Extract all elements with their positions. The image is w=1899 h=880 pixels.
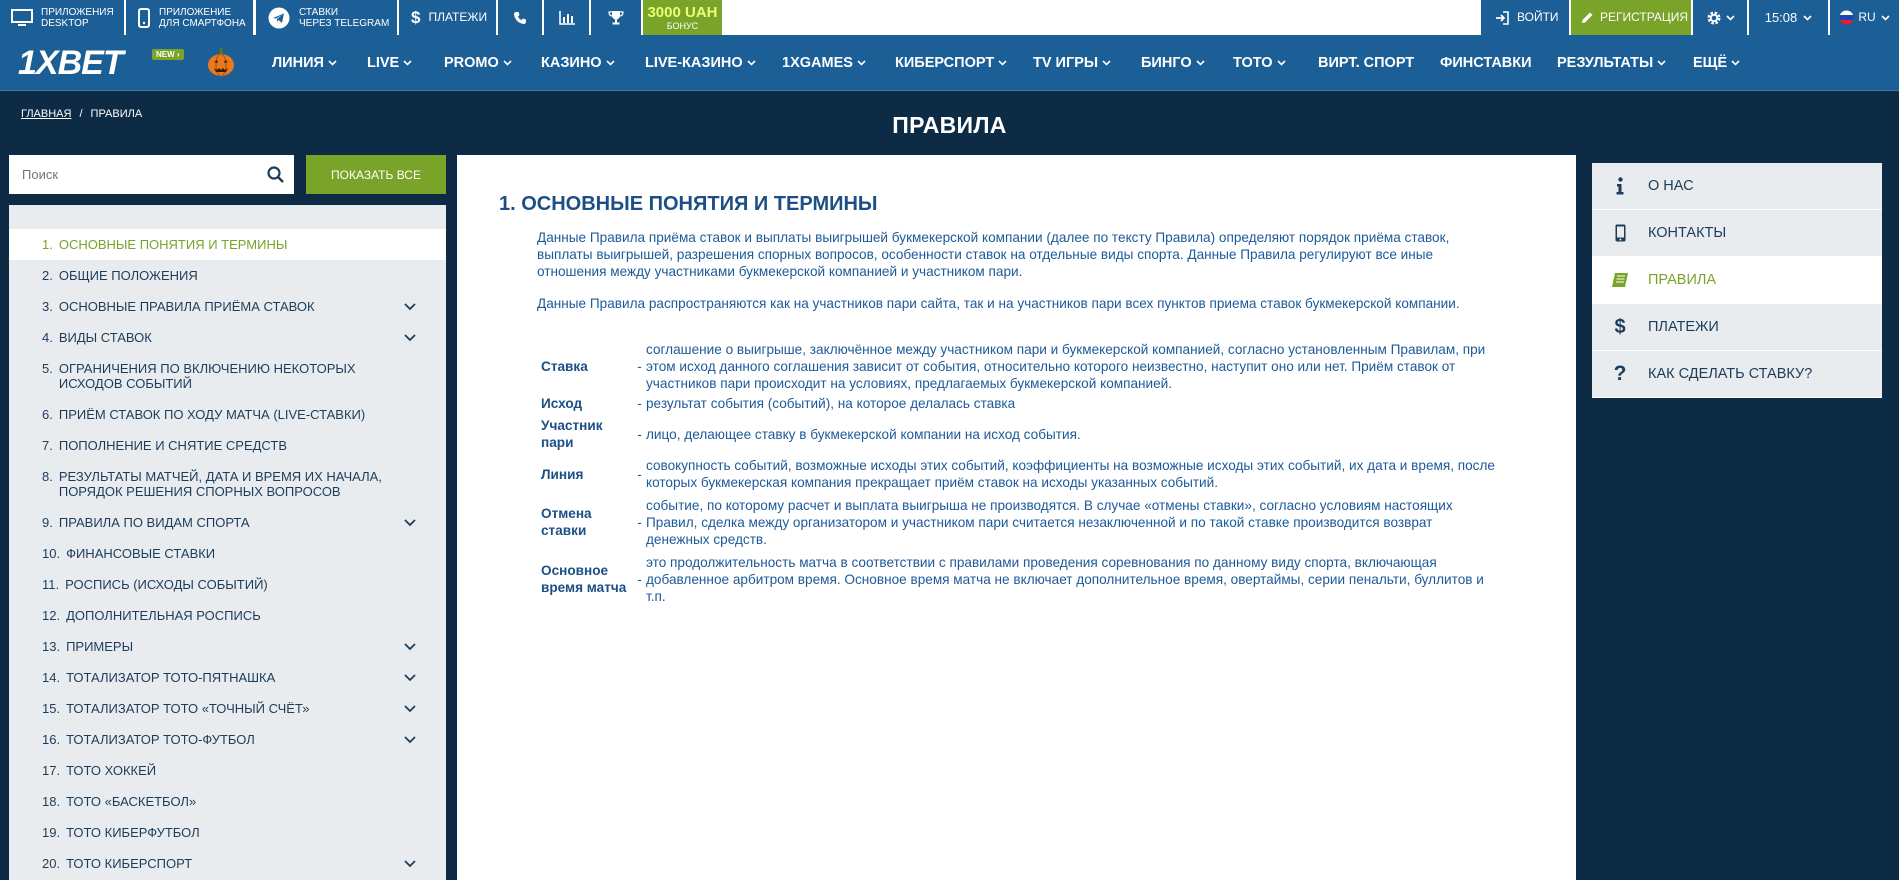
toc-item[interactable]: 9. ПРАВИЛА ПО ВИДАМ СПОРТА [9, 507, 446, 538]
edit-icon [1581, 11, 1594, 24]
nav-bingo[interactable]: БИНГО [1141, 35, 1205, 90]
paragraph: Данные Правила приёма ставок и выплаты выигрышей букмекерской компании (далее по тексту Правила) определяют порядок приёма ставок, выплаты выигрышей, разрешения спорных вопросов, особенности ставок на отдельные виды спорта. Данные Правила регулируют все иные отношения между участниками букмекерской компанией и участником пари. [537, 230, 1450, 279]
toc-item[interactable]: 12. ДОПОЛНИТЕЛЬНАЯ РОСПИСЬ [42, 608, 261, 623]
chevron-down-icon [1881, 15, 1890, 21]
menu-how-to-bet[interactable]: ? КАК СДЕЛАТЬ СТАВКУ? [1592, 351, 1882, 398]
term-definition: совокупность событий, возможные исходы этих событий, коэффициенты на возможные исходы этих событий, их дата и время, после которых букмекерская компания прекращает приём ставок на исходы указанных событий. [646, 458, 1495, 490]
main-nav [0, 35, 1899, 91]
toc-item[interactable]: 19. ТОТО КИБЕРФУТБОЛ [42, 825, 200, 840]
toc-item[interactable]: 2. ОБЩИЕ ПОЛОЖЕНИЯ [42, 268, 198, 283]
toc-item[interactable]: 1. ОСНОВНЫЕ ПОНЯТИЯ И ТЕРМИНЫ [9, 229, 446, 260]
nav-more[interactable]: ЕЩЁ [1693, 35, 1740, 90]
toc-item[interactable]: 11. РОСПИСЬ (ИСХОДЫ СОБЫТИЙ) [42, 577, 268, 592]
menu-payments[interactable]: $ ПЛАТЕЖИ [1592, 304, 1882, 351]
phone-button[interactable] [498, 0, 542, 35]
nav-live-casino[interactable]: LIVE-КАЗИНО [645, 35, 756, 90]
nav-promo[interactable]: PROMO [444, 35, 512, 90]
search-icon[interactable] [267, 166, 284, 183]
toc-item[interactable]: 15. ТОТАЛИЗАТОР ТОТО «ТОЧНЫЙ СЧЁТ» [9, 693, 446, 724]
nav-live[interactable]: LIVE [367, 35, 412, 90]
book-icon [1611, 272, 1629, 288]
menu-rules[interactable]: ПРАВИЛА [1592, 257, 1882, 304]
chevron-down-icon [1657, 60, 1666, 66]
gear-icon [1706, 10, 1722, 26]
toc-item[interactable]: 10. ФИНАНСОВЫЕ СТАВКИ [42, 546, 216, 561]
toc-item[interactable]: 8. РЕЗУЛЬТАТЫ МАТЧЕЙ, ДАТА И ВРЕМЯ ИХ НАЧАЛА, ПОРЯДОК РЕШЕНИЯ СПОРНЫХ ВОПРОСОВ [42, 469, 382, 499]
russia-flag-icon [1839, 10, 1854, 25]
chevron-down-icon [328, 60, 337, 66]
statistics-button[interactable] [544, 0, 589, 35]
nav-virtual-sport[interactable]: ВИРТ. СПОРТ [1318, 54, 1415, 71]
term: Ставка [541, 358, 588, 374]
phone-icon [1615, 224, 1626, 242]
trophy-button[interactable] [591, 0, 641, 35]
term-row: Исход - результат события (событий), на которое делалась ставка [537, 394, 1497, 412]
nav-line[interactable]: ЛИНИЯ [272, 35, 337, 90]
toc-item[interactable]: 5. ОГРАНИЧЕНИЯ ПО ВКЛЮЧЕНИЮ НЕКОТОРЫХ ИСХОДОВ СОБЫТИЙ [42, 361, 356, 391]
login-icon [1495, 11, 1509, 25]
breadcrumb-current: ПРАВИЛА [90, 108, 143, 120]
chevron-down-icon [1803, 15, 1812, 21]
term-row: Участник пари - лицо, делающее ставку в букмекерской компании на исход события. [537, 416, 1497, 452]
breadcrumb-home[interactable]: ГЛАВНАЯ [21, 108, 72, 120]
phone-icon [513, 11, 527, 25]
term: Линия [541, 466, 584, 482]
bonus-banner[interactable]: 3000 UAH БОНУС [643, 0, 722, 35]
nav-toto[interactable]: ТОТО [1233, 35, 1286, 90]
new-badge[interactable]: NEW › [152, 49, 184, 60]
toc-item[interactable]: 14. ТОТАЛИЗАТОР ТОТО-ПЯТНАШКА [9, 662, 446, 693]
chevron-down-icon [857, 60, 866, 66]
toc-item[interactable]: 6. ПРИЁМ СТАВОК ПО ХОДУ МАТЧА (LIVE-СТАВКИ) [42, 407, 366, 422]
nav-1xgames[interactable]: 1XGAMES [782, 35, 866, 90]
term: Основное время матча [541, 563, 627, 595]
term: Исход [541, 395, 583, 411]
info-icon [1616, 177, 1624, 195]
toc-item[interactable]: 20. ТОТО КИБЕРСПОРТ [9, 848, 446, 879]
section-heading: 1. ОСНОВНЫЕ ПОНЯТИЯ И ТЕРМИНЫ [499, 193, 878, 215]
trophy-icon [608, 10, 624, 25]
language-selector[interactable]: RU [1830, 0, 1899, 35]
nav-casino[interactable]: КАЗИНО [541, 35, 615, 90]
chevron-down-icon [606, 60, 615, 66]
breadcrumb-separator: / [79, 108, 83, 120]
page-title: ПРАВИЛА [892, 112, 1007, 138]
desktop-icon [11, 9, 33, 27]
term: Участник пари [541, 418, 603, 450]
term-definition: это продолжительность матча в соответствии с правилами проведения соревнования по данному виду спорта, включающая добавленное арбитром время. Основное время матча не включает дополнительное время, овертаймы, серии пенальти, буллитов и т.п. [646, 554, 1484, 604]
chevron-down-icon [998, 60, 1007, 66]
chevron-down-icon [1277, 60, 1286, 66]
top-bar [0, 0, 1899, 35]
chevron-down-icon [404, 705, 416, 713]
toc-item[interactable]: 17. ТОТО ХОККЕЙ [42, 763, 157, 778]
telegram-icon [268, 7, 290, 29]
settings-button[interactable] [1693, 0, 1747, 35]
term-definition: результат события (событий), на которое делалась ставка [646, 395, 1016, 411]
toc-item[interactable]: 16. ТОТАЛИЗАТОР ТОТО-ФУТБОЛ [9, 724, 446, 755]
paragraph: Данные Правила распространяются как на участников пари сайта, так и на участников пари всех пунктов приема ставок букмекерской компании. [537, 296, 1460, 311]
dollar-icon: $ [411, 8, 421, 27]
chevron-down-icon [1196, 60, 1205, 66]
toc-item[interactable]: 3. ОСНОВНЫЕ ПРАВИЛА ПРИЁМА СТАВОК [9, 291, 446, 322]
chevron-down-icon [404, 303, 416, 311]
term-row: Ставка - соглашение о выигрыше, заключённое между участником пари и букмекерской компанией, согласно установленным Правилам, при этом исход данного соглашения зависит от события, относительно которого неизвестно, наступит оно или нет. Приём ставок от участников пари происходит на условиях, предлагаемых букмекерской компанией. [537, 341, 1497, 391]
register-button[interactable]: РЕГИСТРАЦИЯ [1571, 0, 1691, 35]
menu-about[interactable]: О НАС [1592, 163, 1882, 210]
nav-results[interactable]: РЕЗУЛЬТАТЫ [1557, 35, 1666, 90]
search-box [9, 155, 294, 194]
rules-content [457, 155, 1576, 880]
toc-item[interactable]: 7. ПОПОЛНЕНИЕ И СНЯТИЕ СРЕДСТВ [42, 438, 288, 453]
chevron-down-icon [503, 60, 512, 66]
site-logo[interactable]: 1XBET [18, 44, 123, 82]
time-display[interactable]: 15:08 [1749, 0, 1828, 35]
nav-fin-bets[interactable]: ФИНСТАВКИ [1440, 54, 1532, 71]
chevron-down-icon [1731, 60, 1740, 66]
dollar-icon: $ [1614, 315, 1626, 338]
term-definition: соглашение о выигрыше, заключённое между участником пари и букмекерской компанией, согласно установленным Правилам, при этом исход данного соглашения зависит от события, относительно которого неизвестно, наступит оно или нет. Приём ставок от участников пари происходит на условиях, предлагаемых букмекерской компанией. [646, 341, 1486, 391]
nav-tv-games[interactable]: TV ИГРЫ [1033, 35, 1111, 90]
smartphone-icon [138, 8, 150, 28]
mobile-app-link[interactable]: ПРИЛОЖЕНИЕ ДЛЯ СМАРТФОНА [126, 0, 253, 35]
chevron-down-icon [404, 334, 416, 342]
chart-icon [559, 11, 575, 25]
chevron-down-icon [404, 736, 416, 744]
chevron-down-icon [404, 643, 416, 651]
chevron-down-icon [404, 519, 416, 527]
search-input[interactable] [9, 155, 249, 194]
menu-contacts[interactable]: КОНТАКТЫ [1592, 210, 1882, 257]
pumpkin-icon [206, 47, 236, 77]
term-definition: лицо, делающее ставку в букмекерской компании на исход события. [646, 426, 1081, 442]
nav-esports[interactable]: КИБЕРСПОРТ [895, 35, 1007, 90]
chevron-down-icon [1726, 15, 1735, 21]
telegram-link[interactable]: СТАВКИ ЧЕРЕЗ TELEGRAM [256, 0, 397, 35]
payments-link[interactable]: $ ПЛАТЕЖИ [399, 0, 496, 35]
rules-toc [9, 205, 446, 880]
chevron-down-icon [404, 860, 416, 868]
term-row: Основное время матча - это продолжительность матча в соответствии с правилами проведения соревнования по данному виду спорта, включающая добавленное арбитром время. Основное время матча не включает дополнительное время, овертаймы, серии пенальти, буллитов и т.п. [537, 553, 1497, 605]
chevron-down-icon [747, 60, 756, 66]
desktop-app-link[interactable]: ПРИЛОЖЕНИЯ DESKTOP [0, 0, 124, 35]
toc-item[interactable]: 4. ВИДЫ СТАВОК [9, 322, 446, 353]
term: Отмена ставки [541, 506, 592, 538]
info-menu [1592, 163, 1882, 398]
toc-item[interactable]: 13. ПРИМЕРЫ [9, 631, 446, 662]
chevron-down-icon [403, 60, 412, 66]
question-icon: ? [1613, 362, 1627, 385]
term-row: Отмена ставки - событие, по которому расчет и выплата выигрыша не производятся. В случае «отмены ставки», согласно условиям настоящих Правил, сделка между организатором и участником пари считается незаключенной и по такой ставке производится возврат денежных средств. [537, 496, 1497, 548]
chevron-down-icon [1102, 60, 1111, 66]
term-row: Линия - совокупность событий, возможные исходы этих событий, коэффициенты на возможные исходы этих событий, их дата и время, после которых букмекерская компания прекращает приём ставок на исходы указанных событий. [537, 456, 1497, 492]
toc-item[interactable]: 18. ТОТО «БАСКЕТБОЛ» [42, 794, 197, 809]
term-definition: событие, по которому расчет и выплата выигрыша не производятся. В случае «отмены ставки», согласно условиям настоящих Правил, сделка между организатором и участником пари считается незаключенной и по такой ставке производится возврат денежных средств. [646, 497, 1453, 547]
login-button[interactable]: ВОЙТИ [1481, 0, 1569, 35]
chevron-down-icon [404, 674, 416, 682]
show-all-button[interactable]: ПОКАЗАТЬ ВСЕ [306, 155, 446, 194]
